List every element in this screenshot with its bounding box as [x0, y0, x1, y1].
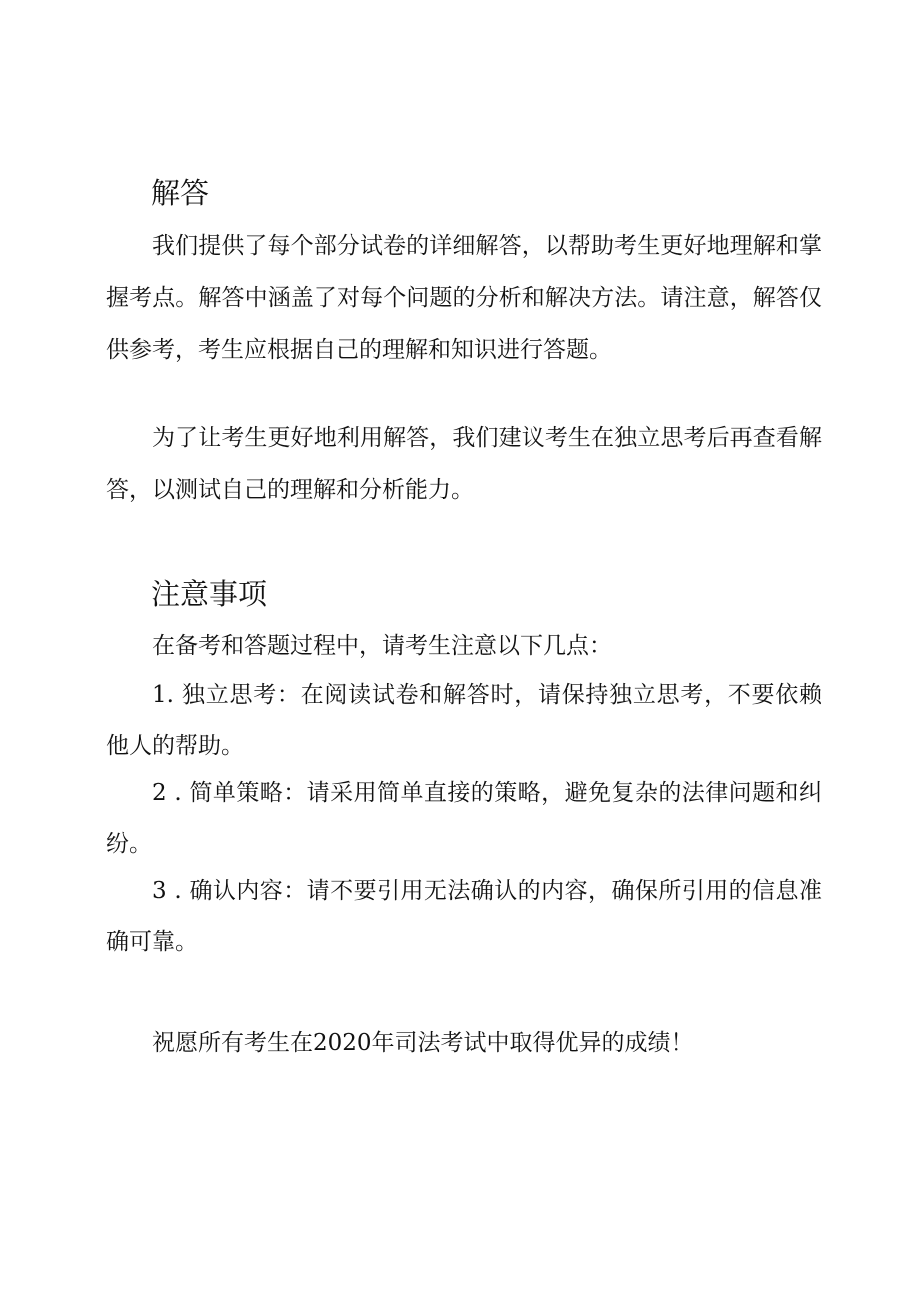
notes-intro: 在备考和答题过程中，请考生注意以下几点： — [152, 633, 612, 659]
answers-paragraph-1: 我们提供了每个部分试卷的详细解答，以帮助考生更好地理解和掌握考点。解答中涵盖了对每个问题的分析和解决方法。请注意，解答仅供参考，考生应根据自己的理解和知识进行答题。 — [106, 233, 822, 363]
notes-item-number: 1. — [152, 682, 182, 708]
notes-item-text: 独立思考：在阅读试卷和解答时，请保持独立思考，不要依赖他人的帮助。 — [106, 682, 823, 759]
notes-item-3 — [106, 866, 822, 968]
notes-item-text: 简单策略：请采用简单直接的策略，避免复杂的法律问题和纠纷。 — [106, 780, 823, 857]
closing-wish: 祝愿所有考生在2020年司法考试中取得优异的成绩！ — [152, 1030, 694, 1056]
section-heading-answers: 解答 — [151, 176, 210, 210]
notes-item-number: 3 . — [152, 878, 190, 904]
answers-paragraph-2: 为了让考生更好地利用解答，我们建议考生在独立思考后再查看解答，以测试自己的理解和分析能力。 — [106, 425, 822, 503]
section-heading-notes: 注意事项 — [151, 577, 268, 611]
notes-item-1 — [106, 670, 822, 772]
notes-item-number: 2 . — [152, 780, 190, 806]
notes-item-text: 确认内容：请不要引用无法确认的内容，确保所引用的信息准确可靠。 — [106, 878, 823, 955]
notes-item-2 — [106, 768, 822, 870]
